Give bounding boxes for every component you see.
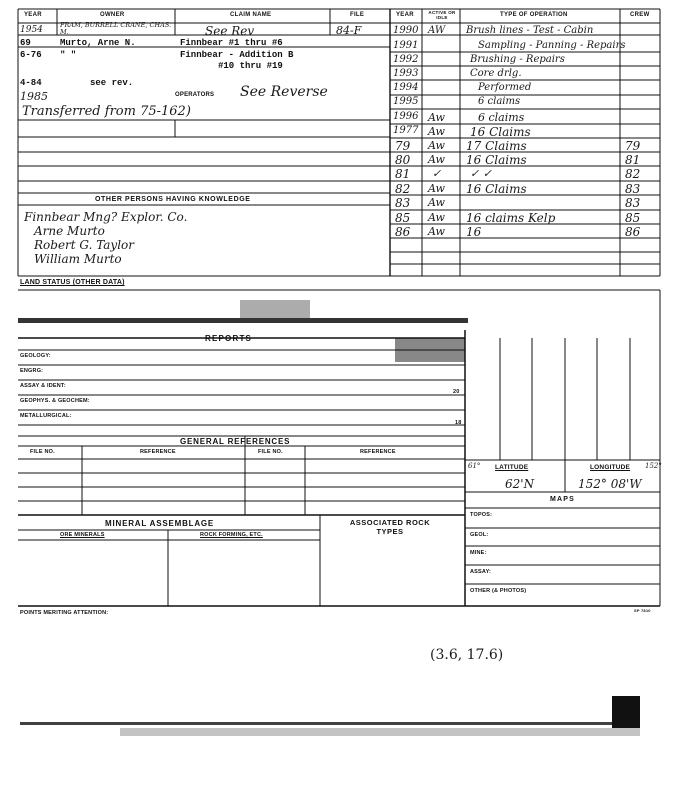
header-file: FILE [350, 12, 365, 18]
header-type-of-operation: TYPE OF OPERATION [500, 12, 568, 18]
report-metallurgical: METALLURGICAL: [20, 413, 72, 419]
coordinates-note: (3.6, 17.6) [430, 647, 504, 663]
operation-type: 6 claims [478, 111, 525, 124]
owner-name: see rev. [90, 78, 134, 88]
operation-year: 85 [395, 211, 411, 225]
report-assay-number: 20 [453, 389, 460, 395]
report-geophys: GEOPHYS. & GEOCHEM: [20, 398, 90, 404]
operation-year: 82 [395, 182, 411, 196]
operation-status: Aw [428, 153, 445, 166]
header-year: YEAR [24, 12, 42, 18]
maps-heading: MAPS [550, 496, 576, 503]
operation-status: Aw [428, 125, 445, 138]
operation-type: Sampling - Panning - Repairs [478, 40, 626, 51]
operation-type: ✓ ✓ [470, 167, 492, 180]
map-other: OTHER (& PHOTOS) [470, 588, 527, 594]
map-mine: MINE: [470, 550, 487, 556]
operation-year: 83 [395, 196, 411, 210]
ref-col-file-no-2: FILE NO. [258, 449, 283, 455]
operation-type: Brushing - Repairs [470, 54, 565, 65]
latitude-value: 62'N [505, 477, 535, 491]
operation-status: Aw [428, 139, 445, 152]
report-metal-number: 18 [455, 420, 462, 426]
general-references-heading: GENERAL REFERENCES [180, 437, 291, 446]
operation-year: 1991 [393, 40, 419, 51]
longitude-label: LONGITUDE [590, 464, 631, 471]
claim-name: See Rev [205, 24, 255, 38]
longitude-value: 152° 08'W [578, 477, 642, 491]
operation-year: 1990 [393, 25, 419, 36]
operation-status: Aw [428, 196, 445, 209]
points-meriting-attention-label: POINTS MERITING ATTENTION: [20, 610, 109, 616]
longitude-prefix: 152° [645, 462, 662, 470]
operation-type: 16 Claims [470, 125, 531, 139]
operation-year: 80 [395, 153, 411, 167]
other-person-name: Robert G. Taylor [34, 238, 135, 252]
operation-year: 1977 [393, 125, 419, 136]
header-claim-name: CLAIM NAME [230, 12, 272, 18]
operation-crew: 85 [625, 211, 641, 225]
land-status-label: LAND STATUS (OTHER DATA) [20, 279, 125, 286]
latitude-label: LATITUDE [495, 464, 529, 471]
operation-crew: 83 [625, 196, 641, 210]
operation-year: 1995 [393, 96, 419, 107]
owner-year: 6-76 [20, 50, 42, 60]
operation-crew: 81 [625, 153, 641, 167]
map-assay: ASSAY: [470, 569, 492, 575]
file-number: 84-F [336, 24, 362, 37]
claim-name: Finnbear #1 thru #6 [180, 38, 283, 48]
associated-rock-types-heading: ASSOCIATED ROCK TYPES [349, 518, 431, 536]
header-owner: OWNER [100, 12, 125, 18]
map-geol: GEOL: [470, 532, 489, 538]
operation-crew: 86 [625, 225, 641, 239]
owner-year: 1985 [20, 90, 48, 103]
operation-status: Aw [428, 211, 445, 224]
claim-name: See Reverse [240, 84, 328, 100]
operation-year: 1992 [393, 54, 419, 65]
header-active-idle: ACTIVE OR IDLE [428, 10, 456, 20]
operation-type: 16 Claims [466, 153, 527, 167]
operation-year: 1993 [393, 68, 419, 79]
operation-year: 1994 [393, 82, 419, 93]
report-geology: GEOLOGY: [20, 353, 51, 359]
operation-year: 1996 [393, 111, 419, 122]
owner-name: " " [60, 50, 77, 60]
operation-type: 16 [466, 225, 482, 239]
header-crew: CREW [630, 12, 650, 18]
claim-name: Finnbear - Addition B [180, 50, 294, 60]
claim-name: #10 thru #19 [218, 61, 283, 71]
other-person-name: Arne Murto [34, 224, 105, 238]
operation-status: Aw [428, 182, 445, 195]
ref-col-file-no: FILE NO. [30, 449, 55, 455]
owner-name: Transferred from 75-162) [22, 104, 191, 119]
report-assay: ASSAY & IDENT: [20, 383, 66, 389]
operation-year: 81 [395, 167, 411, 181]
other-person-name: William Murto [34, 252, 122, 266]
other-person-name: Finnbear Mng? Explor. Co. [24, 210, 188, 224]
form-number: SP 7810 [634, 608, 651, 613]
mineral-assemblage-heading: MINERAL ASSEMBLAGE [105, 519, 215, 528]
operation-status: Aw [428, 225, 445, 238]
operation-type: 16 claims Kelp [466, 211, 556, 225]
latitude-prefix: 61° [468, 462, 481, 470]
operation-type: Performed [478, 82, 532, 93]
operation-type: 16 Claims [466, 182, 527, 196]
ref-col-reference: REFERENCE [140, 449, 176, 455]
reports-heading: REPORTS [205, 334, 253, 343]
operation-crew: 82 [625, 167, 641, 181]
ore-minerals-label: ORE MINERALS [60, 532, 105, 538]
operation-type: 17 Claims [466, 139, 527, 153]
operation-type: 6 claims [478, 96, 521, 107]
operation-crew: 83 [625, 182, 641, 196]
owner-name: FRAM, BURRELL CRANE, CHAS. M. [60, 21, 172, 36]
operation-status: Aw [428, 111, 445, 124]
operation-year: 79 [395, 139, 411, 153]
operation-type: Brush lines - Test - Cabin [466, 25, 594, 36]
operation-status: ✓ [432, 167, 442, 180]
owner-year: 69 [20, 38, 31, 48]
owner-year: 4-84 [20, 78, 42, 88]
header-year-2: YEAR [396, 12, 414, 18]
operation-status: AW [428, 25, 446, 36]
ref-col-reference-2: REFERENCE [360, 449, 396, 455]
operation-crew: 79 [625, 139, 641, 153]
owner-year: 1954 [20, 25, 43, 35]
other-persons-heading: OTHER PERSONS HAVING KNOWLEDGE [95, 196, 251, 203]
operation-year: 86 [395, 225, 411, 239]
operation-type: Core drlg. [470, 68, 522, 79]
operators-label: OPERATORS [175, 92, 215, 98]
map-topos: TOPOS: [470, 512, 493, 518]
report-engineering: ENGRG: [20, 368, 44, 374]
rock-forming-label: ROCK FORMING, ETC. [200, 532, 263, 538]
owner-name: Murto, Arne N. [60, 38, 136, 48]
